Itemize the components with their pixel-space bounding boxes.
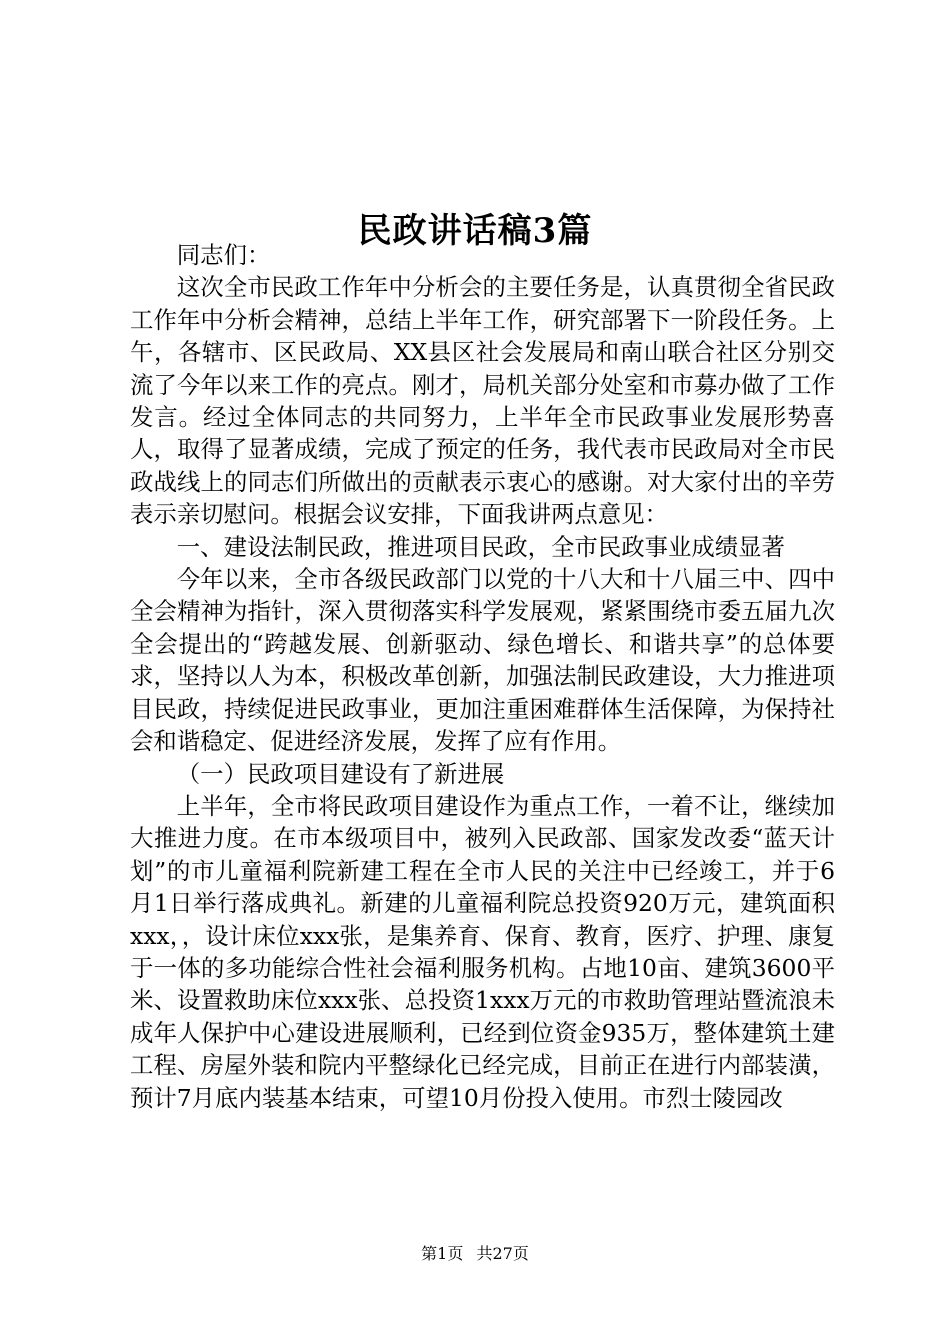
page-footer	[0, 1244, 950, 1264]
paragraph-intro: 这次全市民政工作年中分析会的主要任务是，认真贯彻全省民政工作年中分析会精神，总结上半年工作，研究部署下一阶段任务。上午，各辖市、区民政局、XX县区社会发展局和南山联合社区分别交流了今年以来工作的亮点。刚才，局机关部分处室和市募办做了工作发言。经过全体同志的共同努力，上半年全市民政事业发展形势喜人，取得了显著成绩，完成了预定的任务，我代表市民政局对全市民政战线上的同志们所做出的贡献表示衷心的感谢。对大家付出的辛劳表示亲切慰问。根据会议安排，下面我讲两点意见：	[130, 273, 835, 529]
page-number: 第1页	[421, 1244, 464, 1263]
salutation: 同志们：	[176, 241, 271, 269]
paragraph-overview: 今年以来，全市各级民政部门以党的十八大和十八届三中、四中全会精神为指针，深入贯彻落实科学发展观，紧紧围绕市委五届九次全会提出的“跨越发展、创新驱动、绿色增长、和谐共享”的总体要求，坚持以人为本，积极改革创新，加强法制民政建设，大力推进项目民政，持续促进民政事业，更加注重困难群体生活保障，为保持社会和谐稳定、促进经济发展，发挥了应有作用。	[130, 565, 835, 756]
paragraph-projects: 上半年，全市将民政项目建设作为重点工作，一着不让，继续加大推进力度。在市本级项目中，被列入民政部、国家发改委“蓝天计划”的市儿童福利院新建工程在全市人民的关注中已经竣工，并于6月1日举行落成典礼。新建的儿童福利院总投资920万元，建筑面积xxx，，设计床位xxx张，是集养育、保育、教育，医疗、护理、康复于一体的多功能综合性社会福利服务机构。占地10亩、建筑3600平米、设置救助床位xxx张、总投资1xxx万元的市救助管理站暨流浪未成年人保护中心建设进展顺利，已经到位资金935万，整体建筑土建工程、房屋外装和院内平整绿化已经完成，目前正在进行内部装潢，预计7月底内装基本结束，可望10月份投入使用。市烈士陵园改	[130, 791, 835, 1112]
section-heading-1: 一、建设法制民政，推进项目民政，全市民政事业成绩显著	[176, 532, 785, 561]
page-total: 共27页	[476, 1244, 529, 1263]
subsection-heading-1: （一）民政项目建设有了新进展	[176, 759, 505, 788]
document-body	[130, 239, 835, 1114]
document-title: 民政讲话稿3篇	[357, 210, 593, 251]
